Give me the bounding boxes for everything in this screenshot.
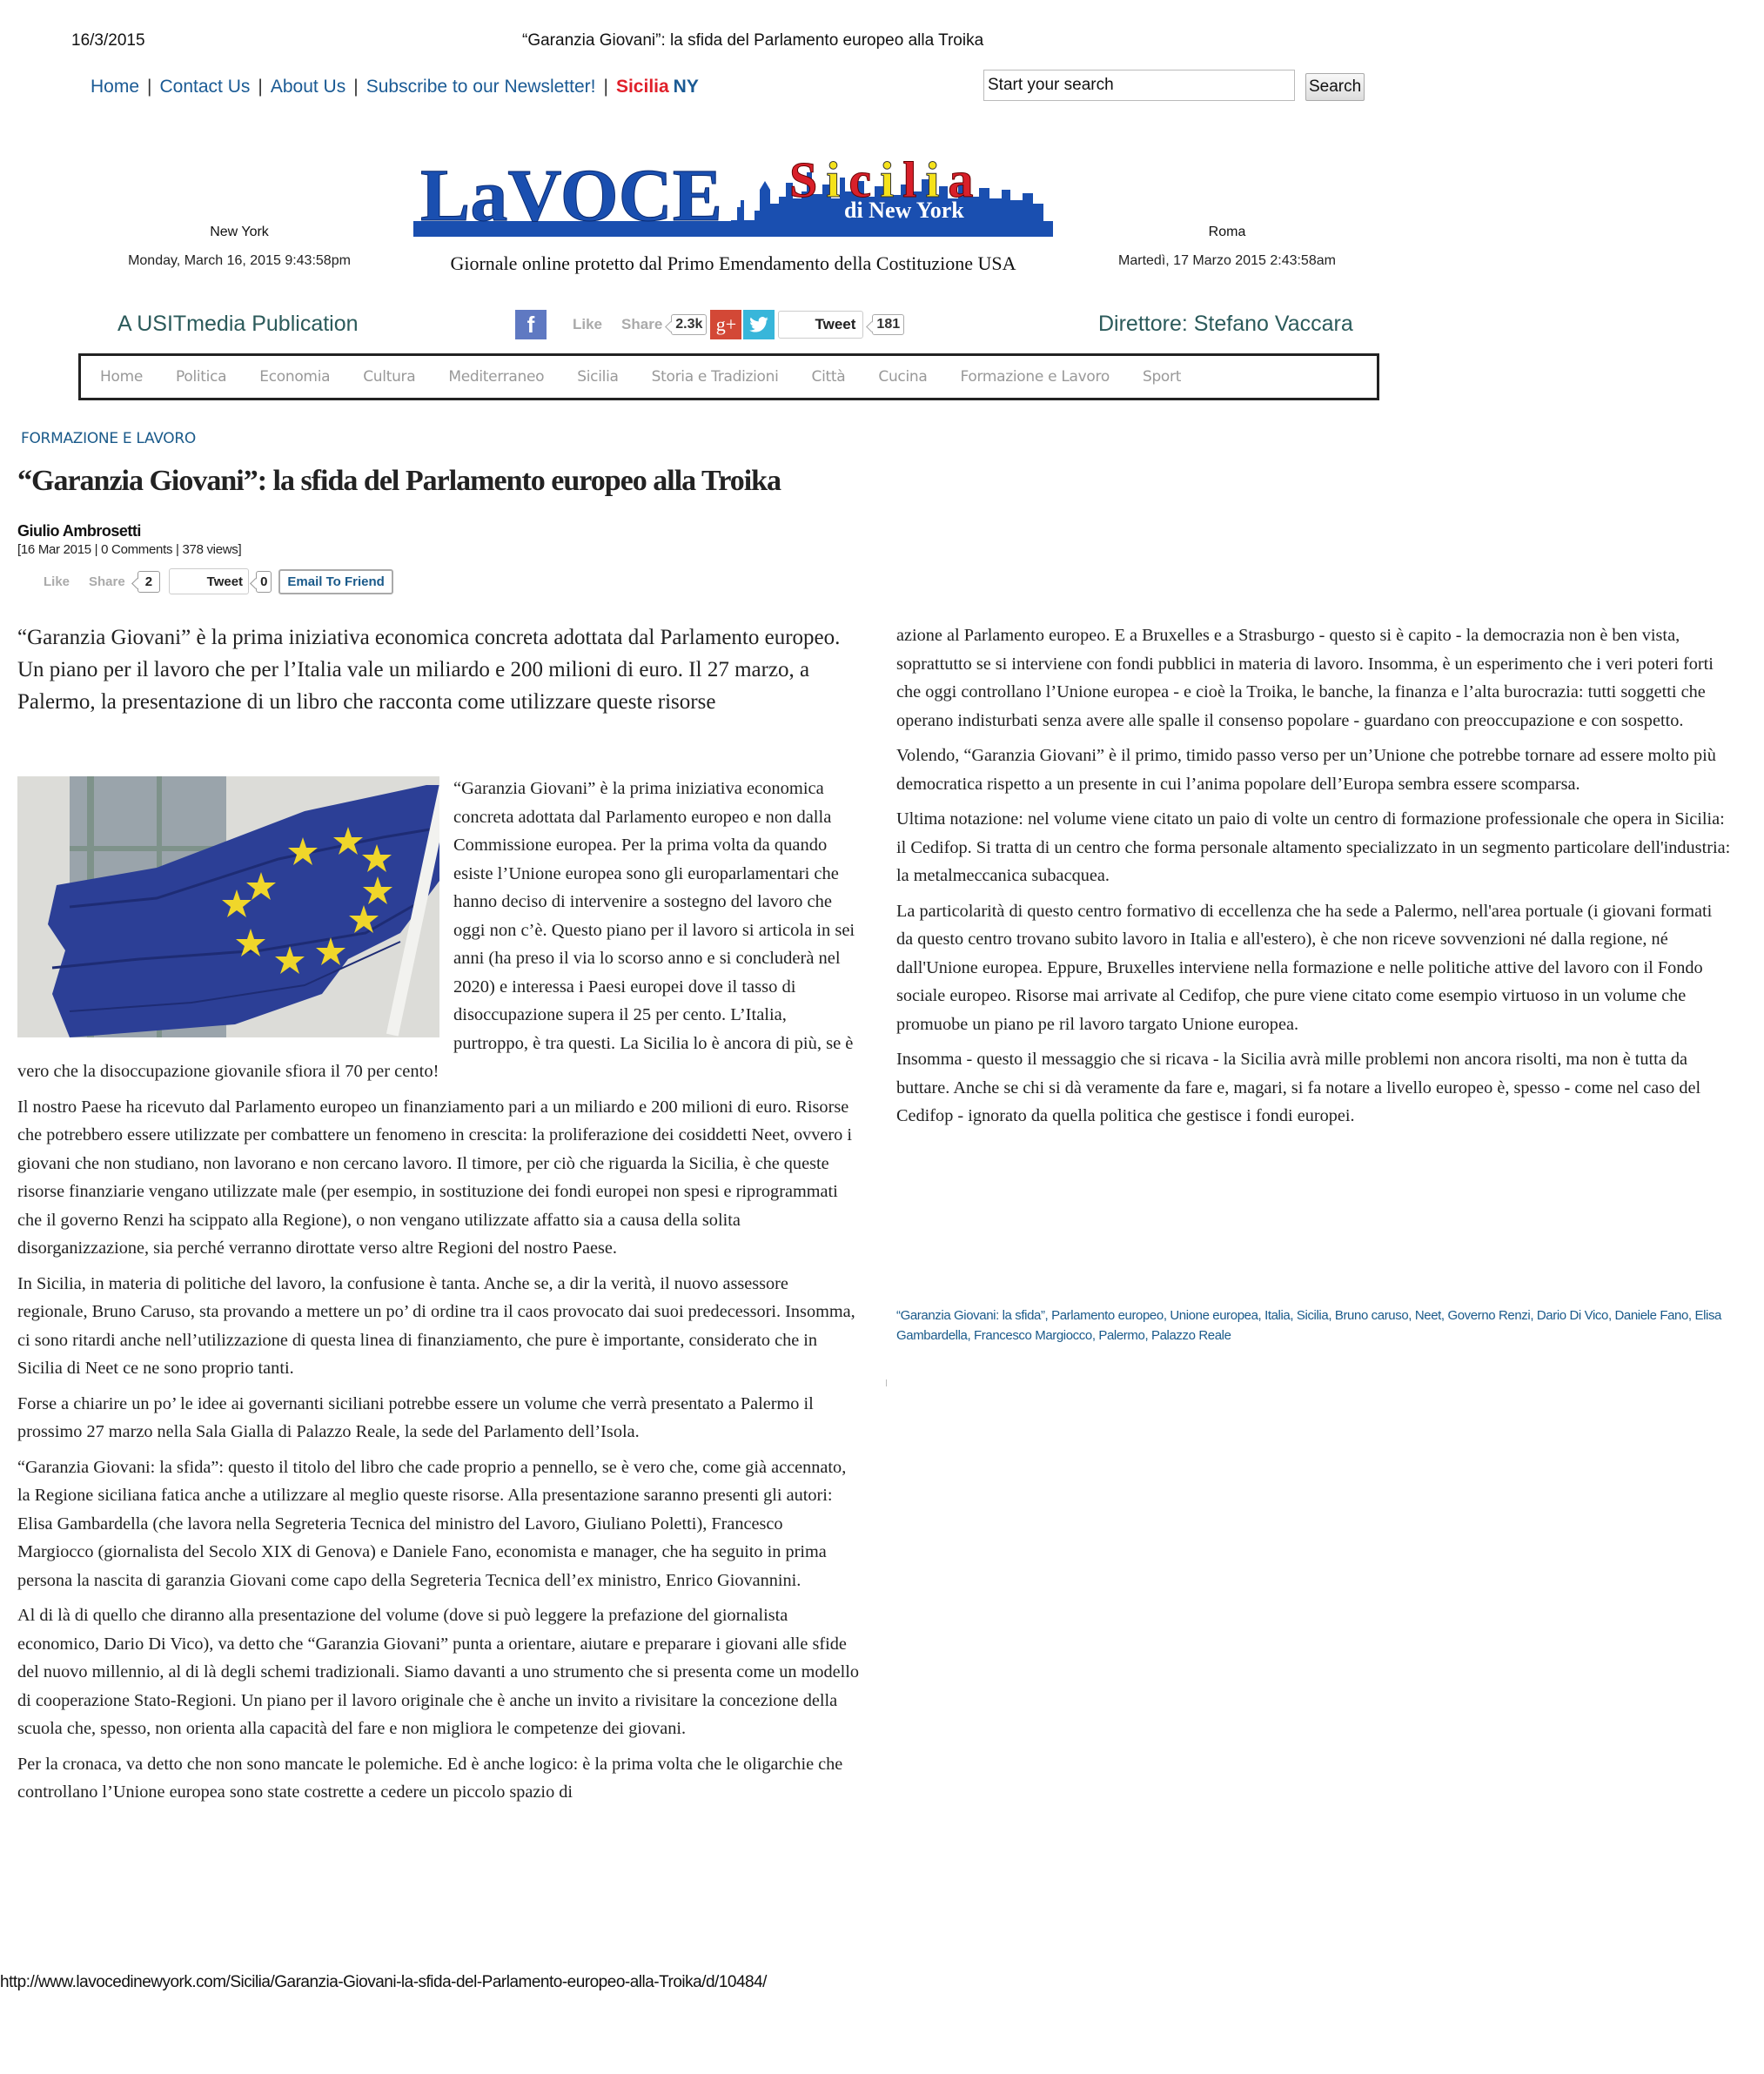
tag-separator: , bbox=[1044, 1308, 1052, 1323]
tag-link[interactable]: Bruno caruso bbox=[1334, 1308, 1409, 1323]
tag-separator: , bbox=[1530, 1308, 1537, 1323]
nav-item-sport[interactable]: Sport bbox=[1142, 368, 1182, 386]
nav-item-sicilia[interactable]: Sicilia bbox=[577, 368, 619, 386]
paragraph: “Garanzia Giovani” è la prima iniziativa economica concreta adottata dal Parlamento europeo e non dalla Commissione europea. Per la prima volta da quando esiste l’Unione europea sono gli europarlamentari che hanno deciso di intervenire a sostegno del lavoro che oggi non c’è. Questo piano per il lavoro si articola in sei anni (ha preso il via lo scorso anno e si concluderà nel 2020) e interessa i Paesi europei dove il tasso di disoccupazione supera il 25 per cento. L’Italia, purtroppo, è tra questi. La Sicilia lo è ancora di più, se è vero che la disoccupazione giovanile sfiora il 70 per cento! bbox=[17, 779, 855, 1081]
site-tagline: Giornale online protetto dal Primo Emendamento della Costituzione USA bbox=[450, 252, 1016, 274]
top-links bbox=[91, 77, 699, 97]
article-share-bar bbox=[44, 567, 393, 595]
nav-item-cultura[interactable]: Cultura bbox=[363, 368, 416, 386]
article-tweet-button[interactable]: Tweet bbox=[169, 568, 249, 594]
divider bbox=[886, 1379, 887, 1386]
paragraph: Per la cronaca, va detto che non sono mancate le polemiche. Ed è anche logico: è la prima volta che le oligarchie che controllano l’Unione europea sono state costrette a cedere un piccolo spazio di bbox=[17, 1754, 843, 1802]
paragraph: Al di là di quello che diranno alla presentazione del volume (dove si può leggere la prefazione del giornalista economico, Dario Di Vico), va detto che “Garanzia Giovani” punta a orientare, aiutare e preparare i giovani alle sfide del nuovo millennio, al di là degli schemi tradizionali. Siamo davanti a uno strumento che si presenta come un modello di cooperazione Stato-Regioni. Un piano per il lavoro originale che è anche un invito a rivisitare la concezione della scuola che, spesso, non orienta alla capacità del fare e non migliora le competenze dei giovani. bbox=[17, 1606, 860, 1738]
twitter-bird-icon bbox=[749, 317, 768, 332]
tag-separator: , bbox=[1687, 1308, 1695, 1323]
article-headline: “Garanzia Giovani”: la sfida del Parlamento europeo alla Troika bbox=[17, 465, 781, 497]
separator: | bbox=[353, 77, 359, 97]
facebook-icon[interactable]: f bbox=[515, 310, 547, 339]
tag-separator: , bbox=[1163, 1308, 1170, 1323]
logo-sicilia-text: S i c i l i a bbox=[789, 151, 974, 208]
nav-item-cucina[interactable]: Cucina bbox=[878, 368, 928, 386]
social-bar bbox=[515, 309, 904, 340]
separator: | bbox=[603, 77, 608, 97]
article-body-left bbox=[17, 775, 862, 1814]
email-to-friend-button[interactable]: Email To Friend bbox=[278, 569, 392, 594]
tag-link[interactable]: Francesco Margiocco bbox=[974, 1328, 1092, 1343]
article-like-button[interactable]: Like bbox=[44, 574, 70, 589]
article-meta: [16 Mar 2015 | 0 Comments | 378 views] bbox=[17, 542, 242, 557]
separator: | bbox=[147, 77, 152, 97]
top-link-home[interactable]: Home bbox=[91, 77, 140, 97]
tweet-count: 181 bbox=[872, 314, 904, 335]
nav-item-home[interactable]: Home bbox=[100, 368, 144, 386]
logo-subtitle: di New York bbox=[844, 198, 964, 223]
tag-link[interactable]: Elisa Gambardella bbox=[896, 1308, 1721, 1343]
article-tags bbox=[896, 1305, 1723, 1346]
article-share-count: 2 bbox=[137, 571, 160, 593]
nav-item-economia[interactable]: Economia bbox=[259, 368, 331, 386]
main-nav bbox=[78, 353, 1379, 400]
clock-right-datetime: Martedì, 17 Marzo 2015 2:43:58am bbox=[1118, 253, 1336, 268]
tag-link[interactable]: Parlamento europeo bbox=[1051, 1308, 1164, 1323]
separator: | bbox=[258, 77, 263, 97]
nav-item-citta[interactable]: Città bbox=[811, 368, 846, 386]
paragraph: La particolarità di questo centro formativo di eccellenza che ha sede a Palermo, nell'area portuale (i giovani formati da questo centro trovano subito lavoro in Italia e all'estero), è che non riceve sovvenzioni né dalla regione, né dall'Unione europea. Eppure, Bruxelles interviene nella formazione e nelle politiche attive del lavoro con il Fondo sociale europeo. Risorse mai arrivate al Cedifop, che pure viene citato come esempio virtuoso in un volume che promuobe un piano pe ril lavoro targato Unione europea. bbox=[896, 901, 1713, 1034]
paragraph: In Sicilia, in materia di politiche del lavoro, la confusione è tanta. Anche se, a dir la verità, il nuovo assessore regionale, Bruno Caruso, sta provando a mettere un po’ di ordine tra il caos provocato dai suoi predecessori. Insomma, ci sono ritardi anche nell’utilizzazione di questa linea di finanziamento, che pure è importante, considerato che in Sicilia di Neet ce ne sono proprio tanti. bbox=[17, 1273, 855, 1378]
nav-item-formazione-e-lavoro[interactable]: Formazione e Lavoro bbox=[960, 368, 1110, 386]
paragraph: Il nostro Paese ha ricevuto dal Parlamento europeo un finanziamento pari a un miliardo e 200 milioni di euro. Risorse che potrebbero essere utilizzate per combattere un fenomeno in crescita: la proliferazione dei cosiddetti Neet, ovvero i giovani che non studiano, non lavorano e non cercano lavoro. Il timore, per ciò che riguarda la Sicilia, è che queste risorse finanziarie vengano utilizzate male (per esempio, in sostituzione dei fondi europei non spesi e riprogrammati che il governo Renzi ha scippato alla Regione), o non vengano utilizzate affatto sia a causa della solita disorganizzazione, sia perché verranno dirottate verso altre Regioni del nostro Paese. bbox=[17, 1097, 852, 1258]
tag-link[interactable]: Governo Renzi bbox=[1447, 1308, 1531, 1323]
tag-link[interactable]: Palermo bbox=[1098, 1328, 1145, 1343]
paragraph: “Garanzia Giovani: la sfida”: questo il titolo del libro che cade proprio a pennello, se è vero che, come già accennato, la Regione siciliana fatica anche a utilizzare al meglio queste risorse. Alla presentazione saranno presenti gli autori: Elisa Gambardella (che lavora nella Segreteria Tecnica del ministro del Lavoro, Giuliano Poletti), Francesco Margiocco (giornalista del Secolo XIX di Genova) e Daniele Fano, economista e manager, che ha seguito in prima persona la nascita di garanzia Giovani come capo della Segreteria Tecnica dell’ex ministro, Enrico Giovannini. bbox=[17, 1457, 847, 1590]
tag-link[interactable]: Neet bbox=[1414, 1308, 1441, 1323]
article-lead: “Garanzia Giovani” è la prima iniziativa economica concreta adottata dal Parlamento europeo. Un piano per il lavoro che per l’Italia vale un miliardo e 200 milioni di euro. Il 27 marzo, a Palermo, la presentazione di un libro che racconta come utilizzare queste risorse bbox=[17, 626, 841, 714]
article-body-right bbox=[896, 621, 1732, 1138]
print-date: 16/3/2015 bbox=[71, 31, 145, 50]
tag-link[interactable]: Unione europea bbox=[1170, 1308, 1258, 1323]
clock-left-city: New York bbox=[210, 225, 269, 239]
logo-lavoce-text: LaVOCE bbox=[420, 153, 723, 237]
paragraph: Volendo, “Garanzia Giovani” è il primo, timido passo verso per un’Unione che potrebbe tornare ad essere molto più democratica rispetto a un presente in cui l’anima popolare dell’Europa sembra essere scomparsa. bbox=[896, 746, 1716, 794]
tag-separator: , bbox=[1091, 1328, 1099, 1343]
tag-separator: , bbox=[1328, 1308, 1335, 1323]
top-link-about[interactable]: About Us bbox=[270, 77, 346, 97]
tag-link[interactable]: Dario Di Vico bbox=[1536, 1308, 1608, 1323]
nav-item-politica[interactable]: Politica bbox=[176, 368, 227, 386]
sicilia-label: Sicilia bbox=[615, 77, 669, 97]
tag-link[interactable]: Daniele Fano bbox=[1614, 1308, 1688, 1323]
print-footer-url: http://www.lavocedinewyork.com/Sicilia/Garanzia-Giovani-la-sfida-del-Parlamento-europeo-alla-Troika/d/10484/ bbox=[0, 1973, 767, 1991]
tag-separator: , bbox=[1607, 1308, 1615, 1323]
tag-separator: , bbox=[1408, 1308, 1415, 1323]
eu-flag-image bbox=[17, 776, 439, 1037]
paragraph: Insomma - questo il messaggio che si ricava - la Sicilia avrà mille problemi non ancora risolti, ma non è tutta da buttare. Anche se chi si dà veramente da fare e, magari, si fa notare a livello europeo è, spesso - come nel caso del Cedifop - ignorato da quella politica che gestisce i fondi europei. bbox=[896, 1050, 1701, 1125]
tweet-button[interactable]: Tweet bbox=[778, 311, 863, 339]
top-link-sicilia-ny[interactable] bbox=[616, 77, 699, 97]
site-logo[interactable] bbox=[413, 146, 1053, 240]
tag-link[interactable]: Italia bbox=[1264, 1308, 1291, 1323]
print-page-title: “Garanzia Giovani”: la sfida del Parlamento europeo alla Troika bbox=[522, 31, 984, 50]
tag-separator: , bbox=[1258, 1308, 1265, 1323]
clock-right-city: Roma bbox=[1208, 225, 1246, 239]
fb-like-button[interactable]: Like bbox=[573, 316, 603, 332]
publisher-label: A USITmedia Publication bbox=[117, 312, 359, 336]
top-link-newsletter[interactable]: Subscribe to our Newsletter! bbox=[366, 77, 596, 97]
director-label: Direttore: Stefano Vaccara bbox=[1098, 312, 1353, 336]
twitter-icon[interactable] bbox=[743, 310, 775, 339]
tag-link[interactable]: “Garanzia Giovani: la sfida” bbox=[896, 1308, 1045, 1323]
article-author[interactable]: Giulio Ambrosetti bbox=[17, 522, 141, 540]
fb-share-button[interactable]: Share bbox=[621, 316, 663, 332]
article-share-button[interactable]: Share bbox=[89, 574, 125, 589]
search-input[interactable] bbox=[983, 70, 1295, 101]
nav-item-mediterraneo[interactable]: Mediterraneo bbox=[448, 368, 545, 386]
ny-label: NY bbox=[673, 77, 699, 97]
tag-link[interactable]: Palazzo Reale bbox=[1150, 1328, 1231, 1343]
article-category[interactable]: FORMAZIONE E LAVORO bbox=[21, 430, 196, 447]
tag-link[interactable]: Sicilia bbox=[1296, 1308, 1329, 1323]
nav-item-storia-e-tradizioni[interactable]: Storia e Tradizioni bbox=[651, 368, 779, 386]
paragraph: azione al Parlamento europeo. E a Bruxelles e a Strasburgo - questo si è capito - la democrazia non è ben vista, soprattutto se si interviene con fondi pubblici in materia di lavoro. Insomma, è un esperimento che i veri poteri forti che oggi controllano l’Unione europea - e cioè la Troika, le banche, la finanza e l’alta burocrazia: tutti soggetti che operano indisturbati senza avere alle spalle il consenso popolare - guardano con preoccupazione e con sospetto. bbox=[896, 626, 1714, 730]
paragraph: Ultima notazione: nel volume viene citato un paio di volte un centro di formazione professionale che opera in Sicilia: il Cedifop. Si tratta di un centro che forma personale altamento specializzato in un segmento particolare dell'industria: la metalmeccanica subacquea. bbox=[896, 809, 1731, 885]
tag-separator: , bbox=[967, 1328, 975, 1343]
article-tweet-count: 0 bbox=[256, 571, 272, 593]
tag-separator: , bbox=[1440, 1308, 1448, 1323]
search-button[interactable]: Search bbox=[1305, 73, 1365, 101]
paragraph: Forse a chiarire un po’ le idee ai governanti siciliani potrebbe essere un volume che verrà presentato a Palermo il prossimo 27 marzo nella Sala Gialla di Palazzo Reale, la sede del Parlamento dell’Isola. bbox=[17, 1393, 814, 1441]
top-link-contact[interactable]: Contact Us bbox=[159, 77, 251, 97]
tag-separator: , bbox=[1290, 1308, 1297, 1323]
clock-left-datetime: Monday, March 16, 2015 9:43:58pm bbox=[128, 253, 351, 268]
tag-separator: , bbox=[1144, 1328, 1151, 1343]
google-plus-icon[interactable]: g+ bbox=[710, 310, 741, 339]
fb-share-count: 2.3k bbox=[671, 314, 707, 335]
